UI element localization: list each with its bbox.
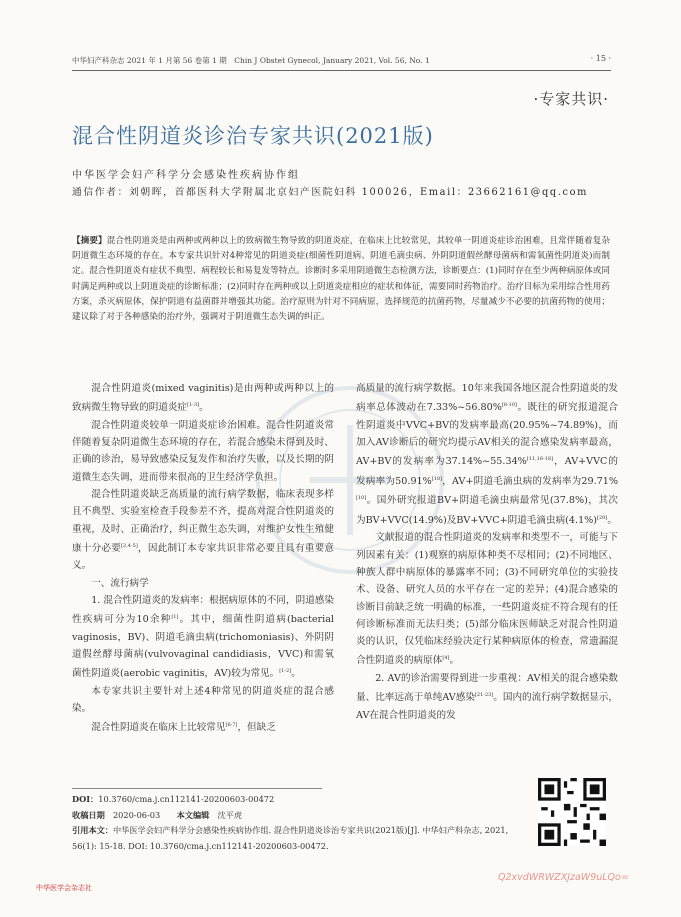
article-title: 混合性阴道炎诊治专家共识(2021版)	[72, 124, 434, 148]
paragraph: 混合性阴道炎在临床上比较常见[6-7]，但缺乏	[91, 722, 276, 734]
paragraph: 1. 混合性阴道炎的发病率：根据病原体的不同，阴道感染性疾病可分为10余种[1]。其中，细菌性阴道病(bacterial vaginosis，BV)、阴道毛滴虫病(trichomoniasis)、外阴阴道假丝酵母菌病(vulvovaginal candidiasis，VVC)和需氧菌性阴道炎(aerobic vaginitis，AV)较为常见。[1-2]。	[72, 594, 335, 680]
paragraph: 高质量的流行病学数据。10年来我国各地区混合性阴道炎的发病率总体波动在7.33%~56.80%[8-10]。既往的研究报道混合性阴道炎中VVC+BV的发病率最高(20.95%~74.89%)，而加入AV诊断后的研究均提示AV相关的混合感染发病率最高，AV+BV的发病率为37.14%~55.34%[11,16-18]，AV+VVC的发病率为50.91%[18]，AV+阴道毛滴虫病的发病率为29.71%[10]。国外研究报道BV+阴道毛滴虫病最常见(37.8%)，其次为BV+VVC(14.9%)及BV+VVC+阴道毛滴虫病(4.1%)[20]。	[356, 383, 618, 527]
section-label: ·专家共识·	[533, 90, 609, 108]
paragraph: 文献报道的混合性阴道炎的发病率和类型不一，可能与下列因素有关：(1)观察的病原体种类不尽相同；(2)不同地区、种族人群中病原体的暴露率不同；(3)不同研究单位的实验技术、设备、研究人员的水平存在一定的差异；(4)混合感染的诊断目前缺乏统一明确的标准，一些阴道炎症不符合现有的任何诊断标准而无法归类；(5)部分临床医师缺乏对混合性阴道炎的认识，仅凭临床经验决定行某种病原体的检查，常遗漏混合性阴道炎的病原体[4]。	[356, 532, 618, 667]
paragraph: 2. AV的诊治需要得到进一步重视：AV相关的混合感染数量、比率远高于单纯AV感染[21-23]。国内的流行病学数据显示，AV在混合性阴道炎的发	[356, 672, 619, 721]
abstract	[72, 234, 610, 325]
abstract-text: 混合性阴道炎是由两种或两种以上的致病微生物导致的阴道炎症，在临床上比较常见，其较单一阴道炎症诊治困难，且常伴随着复杂阴道微生态环境的存在。本专家共识针对4种常见的阴道炎症(细菌性阴道病、阴道毛滴虫病、外阴阴道假丝酵母菌病和需氧菌性阴道炎)而制定。混合性阴道炎有症状不典型、病程较长和易复发等特点。诊断时多采用阴道微生态检测方法，诊断要点：(1)同时存在至少两种病原体或同时满足两种或以上阴道炎症的诊断标准；(2)同时存在两种或以上阴道炎症相应的症状和体征，需要同时药物治疗。治疗目标为采用综合性用药方案，杀灭病原体，保护阴道有益菌群并增强其功能。治疗原则为针对不同病原，选择规范的抗菌药物，尽量减少不必要的抗菌药物的使用；建议除了对于各种感染的治疗外，强调对于阴道微生态失调的纠正。	[72, 236, 610, 323]
citation-line: 引用本文：中华医学会妇产科学分会感染性疾病协作组. 混合性阴道炎诊治专家共识(2021版)[J]. 中华妇产科杂志, 2021, 56(1): 15-18. DOI: 10.3760/cma.j.cn112141-20200603-00472.	[72, 825, 509, 851]
correspondence: 通信作者：刘朝晖，首都医科大学附属北京妇产医院妇科 100026，Email：23662161@qq.com	[72, 187, 588, 198]
paragraph: 混合性阴道炎缺乏高质量的流行病学数据，临床表现多样且不典型、实验室检查手段参差不齐，提高对混合性阴道炎的重视，及时、正确治疗，纠正微生态失调，对维护女性生殖健康十分必要[2,4-5]，因此制订本专家共识非常必要且具有重要意义。	[72, 488, 335, 572]
body-column-right	[356, 380, 618, 724]
received-line: 收稿日期 2020-06-03 本文编辑 沈平虎	[72, 809, 243, 820]
body-column-left	[72, 380, 334, 737]
journal-header: 中华妇产科杂志 2021 年 1 月第 56 卷第 1 期 Chin J Obstet Gynecol, January 2021, Vol. 56, No. 1	[72, 56, 430, 65]
paragraph: 本专家共识主要针对上述4种常见的阴道炎症的混合感染。	[72, 685, 334, 715]
publisher-logo: 中华医学会杂志社	[36, 884, 92, 892]
doi-line: DOI：10.3760/cma.j.cn112141-20200603-00472	[72, 794, 275, 804]
header-rule	[72, 70, 611, 71]
abstract-label: 【摘要】	[72, 236, 107, 246]
watermark-text: Q2xvdWRWZXJzaW9uLQo=	[498, 872, 629, 883]
footnotes	[72, 792, 532, 854]
author-organization: 中华医学会妇产科学分会感染性疾病协作组	[72, 170, 300, 181]
section-heading: 一、流行病学	[91, 577, 149, 589]
page-number: · 15 ·	[590, 54, 611, 63]
footnote-rule	[72, 788, 322, 789]
paragraph: 混合性阴道炎较单一阴道炎症诊治困难。混合性阴道炎常伴随着复杂阴道微生态环境的存在，若混合感染未得到及时、正确的诊治，易导致感染反复发作和治疗失败，以及长期的阴道微生态失调，进而带来很高的卫生经济学负担。	[72, 419, 334, 483]
qr-code-icon[interactable]	[538, 778, 606, 846]
paragraph: 混合性阴道炎(mixed vaginitis)是由两种或两种以上的致病微生物导致的阴道炎症[1-3]。	[72, 383, 334, 414]
